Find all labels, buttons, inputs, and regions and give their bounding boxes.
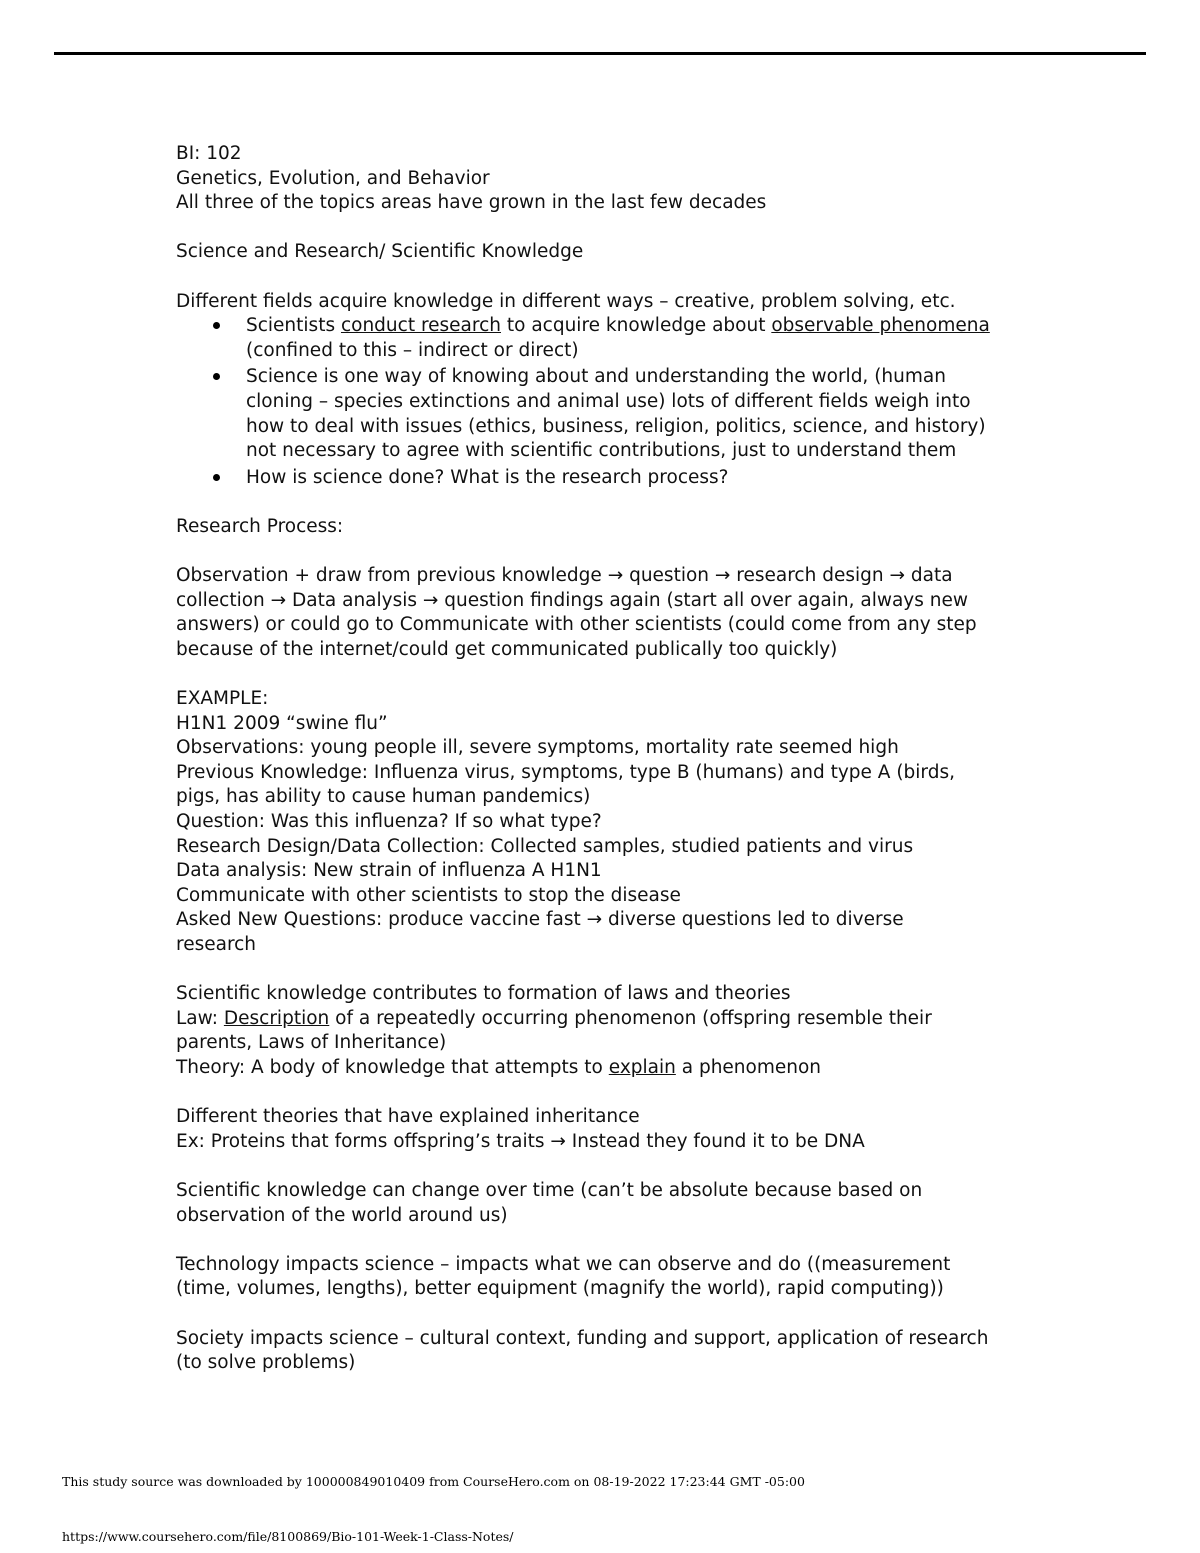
download-note: This study source was downloaded by 100000849010409 from CourseHero.com on 08-19-2022 17:23:44 GMT -05:00	[62, 1474, 805, 1489]
course-subtitle: Genetics, Evolution, and Behavior	[176, 167, 490, 189]
example-observations: Observations: young people ill, severe symptoms, mortality rate seemed high	[176, 737, 899, 759]
process-heading: Research Process:	[176, 515, 344, 537]
example-heading: EXAMPLE:	[176, 688, 269, 710]
arrow-icon: →	[889, 565, 905, 587]
law-definition: Law: Description of a repeatedly occurring phenomenon (offspring resemble their parents, Laws of Inheritance)	[176, 1007, 932, 1054]
knowledge-change: Scientific knowledge can change over time (can’t be absolute because based on observation of the world around us)	[176, 1179, 923, 1226]
bullet-dot-icon	[213, 474, 220, 481]
underlined-term: explain	[608, 1056, 676, 1078]
example-communicate: Communicate with other scientists to stop the disease	[176, 884, 681, 906]
example-question: Question: Was this influenza? If so what type?	[176, 811, 602, 833]
arrow-icon: →	[270, 589, 287, 611]
example-design: Research Design/Data Collection: Collected samples, studied patients and virus	[176, 835, 914, 857]
theory-definition: Theory: A body of knowledge that attempts to explain a phenomenon	[176, 1056, 822, 1078]
underlined-term: conduct research	[340, 315, 501, 337]
example-new-questions: Asked New Questions: produce vaccine fast → diverse questions led to diverse research	[176, 909, 904, 955]
inheritance-intro: Different theories that have explained inheritance	[176, 1106, 640, 1128]
example-title: H1N1 2009 “swine flu”	[176, 712, 388, 734]
course-intro: All three of the topics areas have grown in the last few decades	[176, 192, 767, 214]
underlined-term: Description	[223, 1007, 330, 1029]
arrow-icon: →	[550, 1130, 566, 1152]
document-body	[176, 142, 1046, 1376]
bullet-item: Scientists conduct research to acquire knowledge about observable phenomena (confined to this – indirect or direct)	[176, 314, 1046, 363]
underlined-term: observable phenomena	[771, 315, 990, 337]
bullet-dot-icon	[213, 322, 220, 329]
technology-impact: Technology impacts science – impacts what we can observe and do ((measurement (time, volumes, lengths), better equipment (magnify the world), rapid computing))	[176, 1253, 951, 1300]
arrow-icon: →	[714, 565, 731, 587]
bullet-item: How is science done? What is the research process?	[176, 466, 1046, 491]
arrow-icon: →	[607, 565, 624, 587]
source-url-link[interactable]: https://www.coursehero.com/file/8100869/Bio-101-Week-1-Class-Notes/	[62, 1529, 514, 1544]
arrow-icon: →	[586, 909, 603, 931]
inheritance-example: Ex: Proteins that forms offspring’s traits → Instead they found it to be DNA	[176, 1130, 865, 1152]
arrow-icon: →	[422, 589, 439, 611]
science-heading: Science and Research/ Scientific Knowledge	[176, 241, 584, 263]
example-previous-knowledge: Previous Knowledge: Influenza virus, symptoms, type B (humans) and type A (birds, pigs, has ability to cause human pandemics)	[176, 761, 955, 808]
course-code: BI: 102	[176, 143, 242, 164]
bullet-item: Science is one way of knowing about and understanding the world, (human cloning – species extinctions and animal use) lots of different fields weigh into how to deal with issues (ethics, business, religion, politics, science, and history) not necessary to agree with scientific contributions, just to understand them	[176, 365, 1046, 463]
process-text: Observation + draw from previous knowledge → question → research design → data collection → Data analysis → question findings again (start all over again, always new answers) or could go to Communicate with other scientists (could come from any step because of the internet/could get communicated publically too quickly)	[176, 565, 977, 660]
top-rule	[54, 52, 1146, 55]
laws-intro: Scientific knowledge contributes to formation of laws and theories	[176, 983, 791, 1005]
science-bullet-list	[176, 314, 1046, 490]
science-lead: Different fields acquire knowledge in different ways – creative, problem solving, etc.	[176, 290, 956, 312]
bullet-dot-icon	[213, 373, 220, 380]
example-analysis: Data analysis: New strain of influenza A H1N1	[176, 860, 602, 882]
society-impact: Society impacts science – cultural context, funding and support, application of research (to solve problems)	[176, 1327, 989, 1374]
